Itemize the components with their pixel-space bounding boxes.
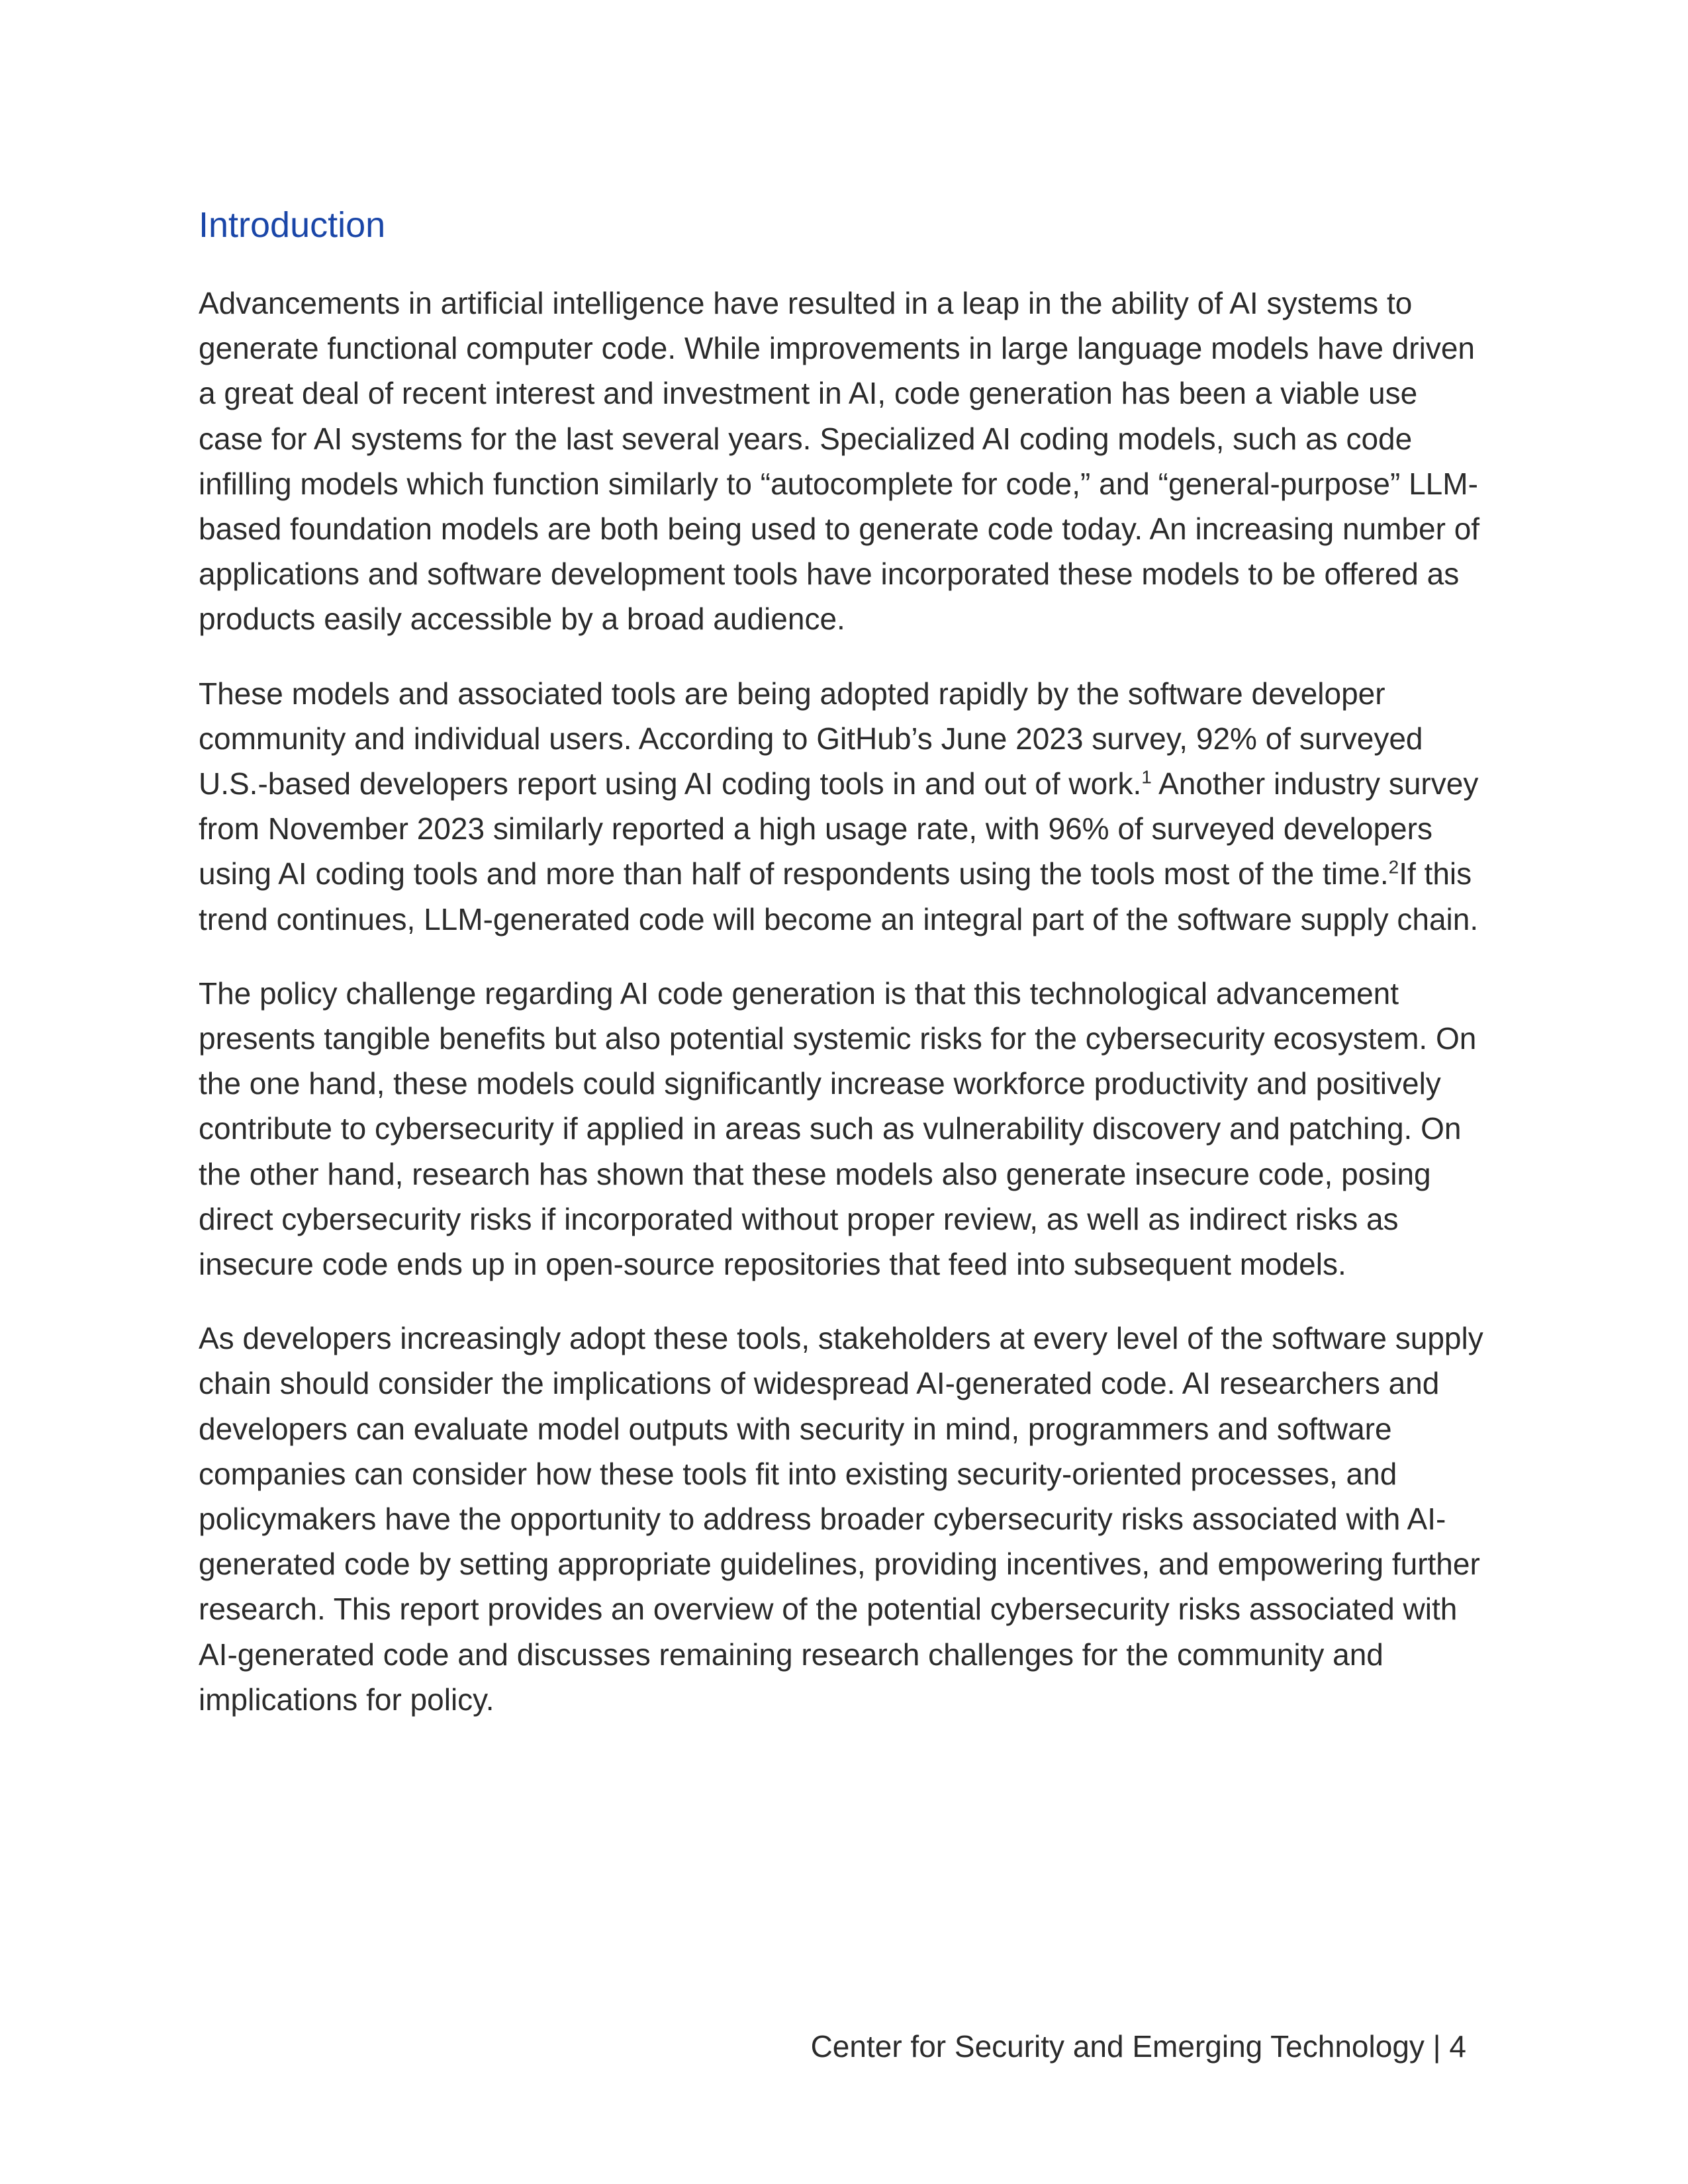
document-page <box>199 199 1489 1722</box>
section-heading: Introduction <box>199 205 386 245</box>
paragraph-4 <box>199 1316 1489 1722</box>
footnote-marker-2[interactable]: 2 <box>1388 857 1399 878</box>
footnote-marker-1[interactable]: 1 <box>1141 766 1152 788</box>
paragraph-1 <box>199 281 1489 642</box>
paragraph-1-text: Advancements in artificial intelligence have resulted in a leap in the ability of AI systems to generate functional computer code. While improvements in large language models have driven a great deal of recent interest and investment in AI, code generation has been a viable use case for AI systems for the last several years. Specialized AI coding models, such as code infilling models which function similarly to “autocomplete for code,” and “general-purpose” LLM-based foundation models are both being used to generate code today. An increasing number of applications and software development tools have incorporated these models to be offered as products easily accessible by a broad audience. <box>199 286 1480 637</box>
page-footer: Center for Security and Emerging Technology | 4 <box>810 2029 1466 2064</box>
paragraph-2-text-c: If this trend continues, LLM-generated code will become an integral part of the software supply chain. <box>199 856 1479 936</box>
paragraph-3-text: The policy challenge regarding AI code generation is that this technological advancement presents tangible benefits but also potential systemic risks for the cybersecurity ecosystem. On the one hand, these models could significantly increase workforce productivity and positively contribute to cybersecurity if applied in areas such as vulnerability discovery and patching. On the other hand, research has shown that these models also generate insecure code, posing direct cybersecurity risks if incorporated without proper review, as well as indirect risks as insecure code ends up in open-source repositories that feed into subsequent models. <box>199 976 1477 1282</box>
paragraph-2-text-b: Another industry survey from November 2023 similarly reported a high usage rate, with 96% of surveyed developers using AI coding tools and more than half of respondents using the tools most of the time. <box>199 766 1479 891</box>
paragraph-4-text: As developers increasingly adopt these tools, stakeholders at every level of the software supply chain should consider the implications of widespread AI-generated code. AI researchers and developers can evaluate model outputs with security in mind, programmers and software companies can consider how these tools fit into existing security-oriented processes, and policymakers have the opportunity to address broader cybersecurity risks associated with AI-generated code by setting appropriate guidelines, providing incentives, and empowering further research. This report provides an overview of the potential cybersecurity risks associated with AI-generated code and discusses remaining research challenges for the community and implications for policy. <box>199 1321 1483 1717</box>
paragraph-2-text-a: These models and associated tools are being adopted rapidly by the software developer community and individual users. According to GitHub’s June 2023 survey, 92% of surveyed U.S.-based developers report using AI coding tools in and out of work. <box>199 676 1423 801</box>
paragraph-3 <box>199 971 1489 1287</box>
paragraph-2 <box>199 671 1489 942</box>
